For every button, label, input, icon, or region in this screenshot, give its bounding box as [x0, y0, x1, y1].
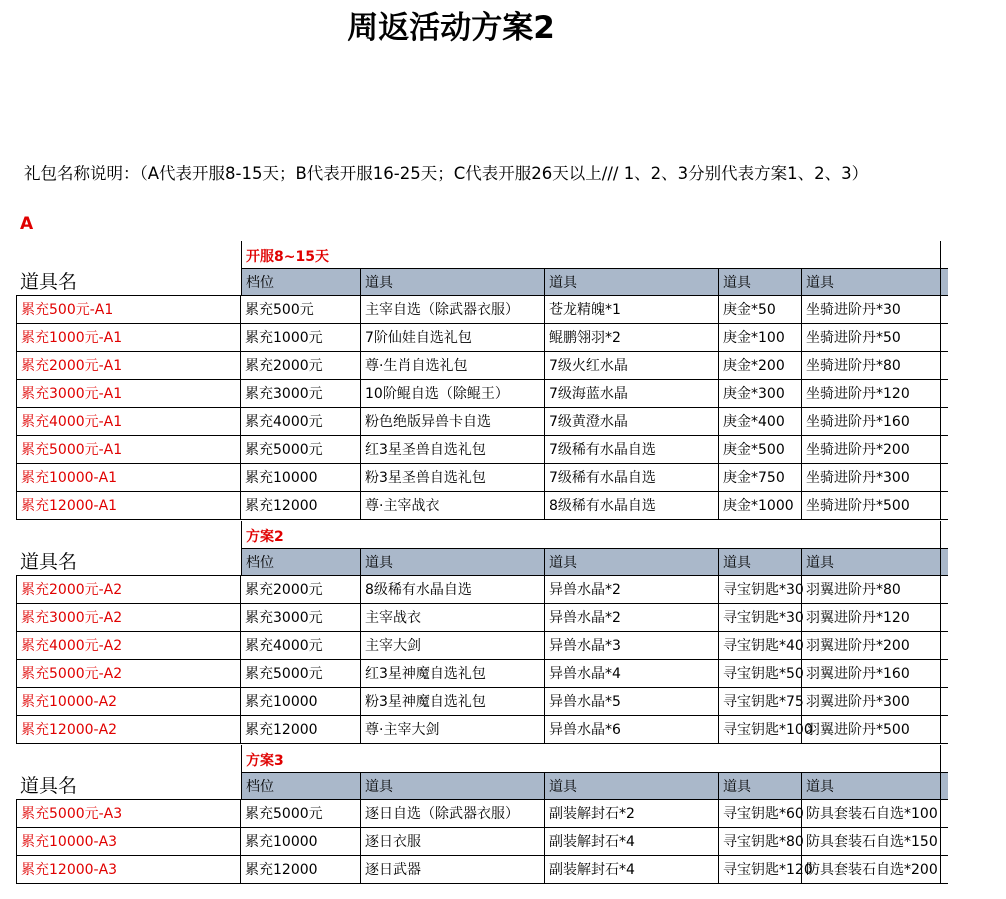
item-cell-4: 羽翼进阶丹*80 [802, 576, 948, 604]
item-cell-2: 副装解封石*2 [545, 800, 719, 828]
item-name-header: 道具名 [16, 548, 241, 576]
item-cell-4: 坐骑进阶丹*160 [802, 408, 948, 436]
table-row [16, 660, 941, 688]
item-name-header: 道具名 [16, 772, 241, 800]
item-cell-4: 坐骑进阶丹*50 [802, 324, 948, 352]
item-cell-3: 庚金*750 [719, 464, 802, 492]
item-cell-3: 寻宝钥匙*50 [719, 660, 802, 688]
item-name-cell: 累充5000元-A1 [16, 436, 241, 464]
table-header-row [16, 548, 941, 576]
item-cell-2: 苍龙精魄*1 [545, 296, 719, 324]
item-name-cell: 累充12000-A3 [16, 856, 241, 884]
item-cell-4: 坐骑进阶丹*200 [802, 436, 948, 464]
item-cell-1: 粉3星神魔自选礼包 [361, 688, 545, 716]
table-row [16, 604, 941, 632]
item-cell-3: 寻宝钥匙*100 [719, 716, 802, 744]
item-cell-4: 羽翼进阶丹*160 [802, 660, 948, 688]
item-cell-4: 防具套装石自选*100 [802, 800, 948, 828]
item-cell-2: 异兽水晶*4 [545, 660, 719, 688]
item-name-cell: 累充500元-A1 [16, 296, 241, 324]
item-cell-3: 庚金*300 [719, 380, 802, 408]
table-caption: 开服8~15天 [241, 241, 941, 269]
item-header: 道具 [802, 548, 948, 576]
item-name-cell: 累充10000-A1 [16, 464, 241, 492]
item-header: 道具 [361, 548, 545, 576]
table-row [16, 408, 941, 436]
table-right-border [940, 521, 941, 744]
tier-cell: 累充2000元 [241, 352, 361, 380]
item-cell-1: 尊·主宰战衣 [361, 492, 545, 520]
item-cell-3: 寻宝钥匙*75 [719, 688, 802, 716]
item-cell-4: 羽翼进阶丹*300 [802, 688, 948, 716]
item-cell-4: 坐骑进阶丹*120 [802, 380, 948, 408]
item-cell-2: 7级火红水晶 [545, 352, 719, 380]
item-cell-2: 异兽水晶*6 [545, 716, 719, 744]
table-caption: 方案3 [241, 745, 941, 773]
item-header: 道具 [719, 548, 802, 576]
item-name-cell: 累充4000元-A1 [16, 408, 241, 436]
item-cell-4: 羽翼进阶丹*200 [802, 632, 948, 660]
tier-cell: 累充12000 [241, 716, 361, 744]
table-header-row [16, 772, 941, 800]
item-cell-2: 副装解封石*4 [545, 828, 719, 856]
item-cell-2: 8级稀有水晶自选 [545, 492, 719, 520]
item-cell-1: 尊·主宰大剑 [361, 716, 545, 744]
item-name-cell: 累充1000元-A1 [16, 324, 241, 352]
item-name-cell: 累充3000元-A2 [16, 604, 241, 632]
item-header: 道具 [802, 772, 948, 800]
item-cell-2: 异兽水晶*2 [545, 604, 719, 632]
page-title: 周返活动方案2 [347, 10, 555, 46]
item-cell-4: 坐骑进阶丹*80 [802, 352, 948, 380]
item-cell-1: 粉3星圣兽自选礼包 [361, 464, 545, 492]
table-row [16, 856, 941, 884]
item-cell-2: 副装解封石*4 [545, 856, 719, 884]
item-cell-3: 寻宝钥匙*30 [719, 576, 802, 604]
item-header: 道具 [545, 548, 719, 576]
tier-header: 档位 [241, 548, 361, 576]
item-cell-3: 庚金*400 [719, 408, 802, 436]
item-cell-1: 粉色绝版异兽卡自选 [361, 408, 545, 436]
item-cell-4: 防具套装石自选*200 [802, 856, 948, 884]
item-cell-1: 主宰大剑 [361, 632, 545, 660]
table-caption: 方案2 [241, 521, 941, 549]
tier-cell: 累充1000元 [241, 324, 361, 352]
item-cell-3: 庚金*50 [719, 296, 802, 324]
tier-cell: 累充5000元 [241, 436, 361, 464]
item-name-cell: 累充2000元-A2 [16, 576, 241, 604]
item-cell-1: 7阶仙娃自选礼包 [361, 324, 545, 352]
tier-cell: 累充12000 [241, 492, 361, 520]
item-name-cell: 累充4000元-A2 [16, 632, 241, 660]
item-cell-1: 逐日衣服 [361, 828, 545, 856]
item-cell-3: 庚金*100 [719, 324, 802, 352]
item-cell-4: 羽翼进阶丹*500 [802, 716, 948, 744]
tier-cell: 累充10000 [241, 828, 361, 856]
item-cell-1: 8级稀有水晶自选 [361, 576, 545, 604]
table-right-border [940, 745, 941, 884]
table-row [16, 436, 941, 464]
item-cell-3: 寻宝钥匙*30 [719, 604, 802, 632]
table-row [16, 492, 941, 520]
tier-cell: 累充12000 [241, 856, 361, 884]
tier-cell: 累充3000元 [241, 604, 361, 632]
item-name-cell: 累充12000-A2 [16, 716, 241, 744]
table-row [16, 632, 941, 660]
table-row [16, 324, 941, 352]
table-row [16, 380, 941, 408]
table-header-row [16, 268, 941, 296]
item-cell-1: 10阶鲲自选（除鲲王） [361, 380, 545, 408]
item-cell-4: 坐骑进阶丹*30 [802, 296, 948, 324]
item-cell-2: 7级稀有水晶自选 [545, 436, 719, 464]
table-row [16, 688, 941, 716]
tier-cell: 累充500元 [241, 296, 361, 324]
table-row [16, 464, 941, 492]
tier-cell: 累充3000元 [241, 380, 361, 408]
table-row [16, 296, 941, 324]
item-header: 道具 [719, 772, 802, 800]
table-row [16, 716, 941, 744]
table-row [16, 352, 941, 380]
item-cell-3: 寻宝钥匙*40 [719, 632, 802, 660]
item-name-cell: 累充12000-A1 [16, 492, 241, 520]
tier-cell: 累充2000元 [241, 576, 361, 604]
item-cell-3: 庚金*500 [719, 436, 802, 464]
table-row [16, 828, 941, 856]
item-cell-4: 防具套装石自选*150 [802, 828, 948, 856]
tier-cell: 累充10000 [241, 464, 361, 492]
item-cell-3: 庚金*200 [719, 352, 802, 380]
item-cell-1: 主宰战衣 [361, 604, 545, 632]
item-name-cell: 累充10000-A3 [16, 828, 241, 856]
item-cell-1: 逐日武器 [361, 856, 545, 884]
tier-cell: 累充5000元 [241, 660, 361, 688]
item-cell-3: 寻宝钥匙*80 [719, 828, 802, 856]
item-cell-2: 鲲鹏翎羽*2 [545, 324, 719, 352]
item-cell-2: 7级稀有水晶自选 [545, 464, 719, 492]
item-cell-2: 异兽水晶*3 [545, 632, 719, 660]
item-cell-4: 坐骑进阶丹*300 [802, 464, 948, 492]
item-name-cell: 累充2000元-A1 [16, 352, 241, 380]
item-cell-4: 坐骑进阶丹*500 [802, 492, 948, 520]
item-cell-1: 红3星神魔自选礼包 [361, 660, 545, 688]
item-name-cell: 累充5000元-A2 [16, 660, 241, 688]
item-cell-1: 主宰自选（除武器衣服） [361, 296, 545, 324]
item-cell-3: 庚金*1000 [719, 492, 802, 520]
item-header: 道具 [802, 268, 948, 296]
item-header: 道具 [545, 772, 719, 800]
item-name-cell: 累充10000-A2 [16, 688, 241, 716]
item-cell-2: 异兽水晶*5 [545, 688, 719, 716]
item-name-header: 道具名 [16, 268, 241, 296]
tier-header: 档位 [241, 772, 361, 800]
section-label: A [20, 214, 34, 234]
item-name-cell: 累充3000元-A1 [16, 380, 241, 408]
item-cell-1: 尊·生肖自选礼包 [361, 352, 545, 380]
item-cell-2: 7级黄澄水晶 [545, 408, 719, 436]
item-cell-4: 羽翼进阶丹*120 [802, 604, 948, 632]
item-name-cell: 累充5000元-A3 [16, 800, 241, 828]
item-cell-1: 红3星圣兽自选礼包 [361, 436, 545, 464]
item-header: 道具 [361, 772, 545, 800]
tier-cell: 累充4000元 [241, 632, 361, 660]
package-name-description: 礼包名称说明：（A代表开服8-15天；B代表开服16-25天；C代表开服26天以上/// 1、2、3分别代表方案1、2、3） [24, 164, 869, 183]
table-row [16, 800, 941, 828]
tier-header: 档位 [241, 268, 361, 296]
item-header: 道具 [361, 268, 545, 296]
item-cell-2: 7级海蓝水晶 [545, 380, 719, 408]
tier-cell: 累充4000元 [241, 408, 361, 436]
item-cell-1: 逐日自选（除武器衣服） [361, 800, 545, 828]
item-cell-3: 寻宝钥匙*60 [719, 800, 802, 828]
item-header: 道具 [719, 268, 802, 296]
item-cell-3: 寻宝钥匙*120 [719, 856, 802, 884]
tier-cell: 累充5000元 [241, 800, 361, 828]
tier-cell: 累充10000 [241, 688, 361, 716]
table-right-border [940, 241, 941, 520]
table-row [16, 576, 941, 604]
item-cell-2: 异兽水晶*2 [545, 576, 719, 604]
item-header: 道具 [545, 268, 719, 296]
